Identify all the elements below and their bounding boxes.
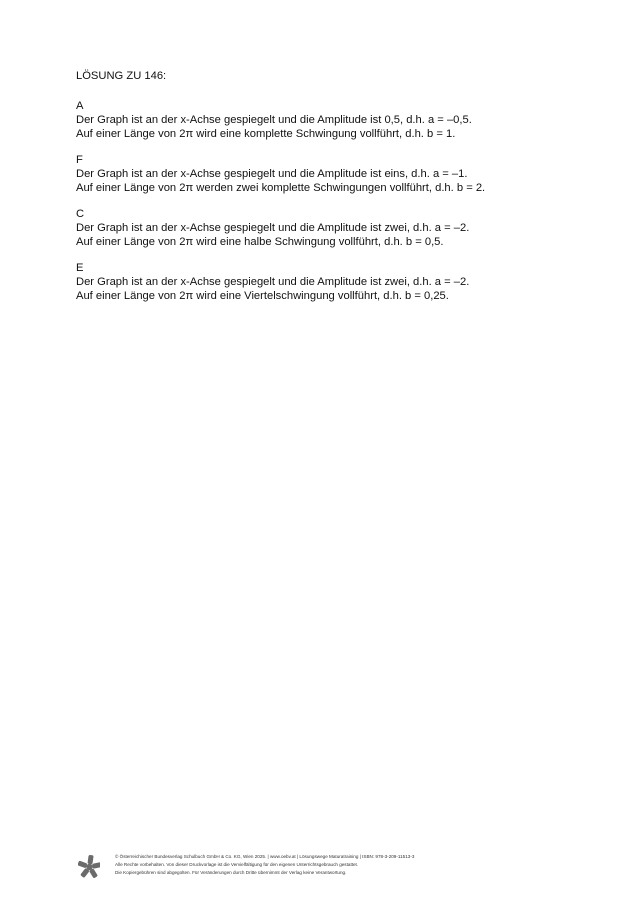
copyright-line-3: Die Kopiergebühren sind abgegolten. Für Veränderungen durch Dritte übernimmt der Verlag keine Verantwortung. <box>115 870 347 876</box>
section-line-2: Auf einer Länge von 2π werden zwei komplette Schwingungen vollführt, d.h. b = 2. <box>76 182 486 194</box>
solution-section-c <box>76 207 576 249</box>
section-letter: C <box>76 208 85 220</box>
section-line-2: Auf einer Länge von 2π wird eine komplette Schwingung vollführt, d.h. b = 1. <box>76 128 456 140</box>
copyright-line-2: Alle Rechte vorbehalten. Von dieser Druckvorlage ist die Vervielfältigung für den eigenen Unterrichtsgebrauch gestattet. <box>115 862 359 868</box>
solution-section-f <box>76 153 576 195</box>
section-line-2: Auf einer Länge von 2π wird eine Viertelschwingung vollführt, d.h. b = 0,25. <box>76 290 449 302</box>
solution-section-a <box>76 99 576 141</box>
page-footer <box>78 853 598 885</box>
section-line-2: Auf einer Länge von 2π wird eine halbe Schwingung vollführt, d.h. b = 0,5. <box>76 236 444 248</box>
publisher-asterisk-logo-icon <box>78 854 100 880</box>
section-letter: F <box>76 154 83 166</box>
section-line-1: Der Graph ist an der x-Achse gespiegelt und die Amplitude ist 0,5, d.h. a = –0,5. <box>76 114 472 126</box>
section-letter: A <box>76 100 84 112</box>
section-line-1: Der Graph ist an der x-Achse gespiegelt und die Amplitude ist zwei, d.h. a = –2. <box>76 276 470 288</box>
copyright-notice <box>115 853 414 878</box>
section-letter: E <box>76 262 84 274</box>
solution-content <box>76 69 576 315</box>
section-line-1: Der Graph ist an der x-Achse gespiegelt und die Amplitude ist eins, d.h. a = –1. <box>76 168 468 180</box>
copyright-line-1: © Österreichischer Bundesverlag Schulbuch GmbH & Co. KG, Wien 2025. | www.oebv.at | Lösungswege Maturatraining | ISBN: 978-3-209-11513-3 <box>115 854 415 859</box>
section-line-1: Der Graph ist an der x-Achse gespiegelt und die Amplitude ist zwei, d.h. a = –2. <box>76 222 470 234</box>
solution-section-e <box>76 261 576 303</box>
page-title: LÖSUNG ZU 146: <box>76 70 167 82</box>
